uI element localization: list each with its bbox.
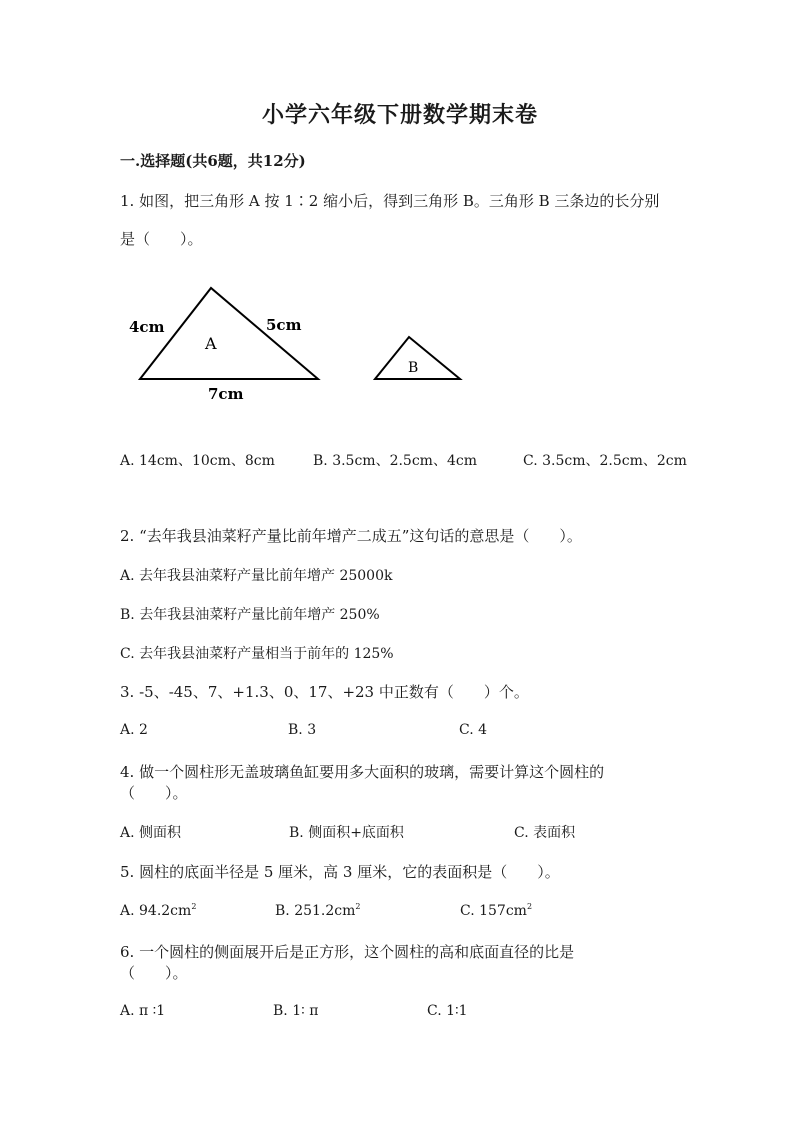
question-5-text: 5. 圆柱的底面半径是 5 厘米，高 3 厘米，它的表面积是（ ）。 (120, 863, 560, 881)
squared-superscript: 2 (191, 902, 197, 911)
question-3-option-c[interactable]: C. 4 (459, 722, 488, 738)
question-1-option-c[interactable]: C. 3.5cm、2.5cm、2cm (523, 453, 687, 469)
question-4-text-cont: （ ）。 (120, 784, 188, 802)
question-1-text: 1. 如图，把三角形 A 按 1∶2 缩小后，得到三角形 B。三角形 B 三条边的长分别 (120, 192, 660, 210)
question-4-option-b[interactable]: B. 侧面积+底面积 (289, 825, 404, 841)
question-6-text-cont: （ ）。 (120, 964, 188, 982)
question-3-option-a[interactable]: A. 2 (120, 722, 148, 738)
question-2-option-b[interactable]: B. 去年我县油菜籽产量比前年增产 250% (120, 607, 380, 623)
question-6-option-c[interactable]: C. 1∶1 (427, 1003, 468, 1019)
question-5-option-c-text: C. 157cm (460, 903, 527, 919)
question-5-option-c[interactable] (460, 902, 532, 919)
question-6-option-b[interactable]: B. 1∶ π (273, 1003, 319, 1019)
squared-superscript: 2 (355, 902, 361, 911)
question-4-option-c[interactable]: C. 表面积 (514, 825, 576, 841)
side-left-label: 4cm (129, 318, 165, 336)
question-5-option-a[interactable] (120, 902, 196, 919)
question-5-option-b[interactable] (275, 902, 360, 919)
triangle-b-label: B (408, 360, 419, 376)
question-3-text: 3. -5、-45、7、+1.3、0、17、+23 中正数有（ ）个。 (120, 683, 529, 701)
triangle-b (375, 337, 460, 379)
question-4-text: 4. 做一个圆柱形无盖玻璃鱼缸要用多大面积的玻璃，需要计算这个圆柱的 (120, 763, 605, 781)
question-1-option-b[interactable]: B. 3.5cm、2.5cm、4cm (313, 453, 477, 469)
side-right-label: 5cm (266, 316, 302, 334)
question-5-option-b-text: B. 251.2cm (275, 903, 356, 919)
question-6-option-a[interactable]: A. π ∶1 (120, 1003, 166, 1019)
squared-superscript: 2 (526, 902, 533, 911)
question-6-text: 6. 一个圆柱的侧面展开后是正方形，这个圆柱的高和底面直径的比是 (120, 943, 575, 961)
question-1-option-a[interactable]: A. 14cm、10cm、8cm (120, 453, 275, 469)
question-2-option-a[interactable]: A. 去年我县油菜籽产量比前年增产 25000k (120, 568, 393, 584)
question-2-text: 2. “去年我县油菜籽产量比前年增产二成五”这句话的意思是（ ）。 (120, 527, 582, 545)
triangle-a-label: A (205, 334, 217, 353)
question-1-text-cont: 是（ ）。 (120, 230, 203, 248)
question-2-option-c[interactable]: C. 去年我县油菜籽产量相当于前年的 125% (120, 646, 394, 662)
question-3-option-b[interactable]: B. 3 (288, 722, 317, 738)
side-bottom-label: 7cm (208, 385, 244, 403)
question-4-option-a[interactable]: A. 侧面积 (120, 825, 182, 841)
page-title: 小学六年级下册数学期末卷 (261, 102, 538, 128)
question-5-option-a-text: A. 94.2cm (120, 903, 192, 919)
section-heading: 一.选择题(共6题，共12分) (120, 152, 306, 170)
triangle-a (140, 288, 318, 379)
